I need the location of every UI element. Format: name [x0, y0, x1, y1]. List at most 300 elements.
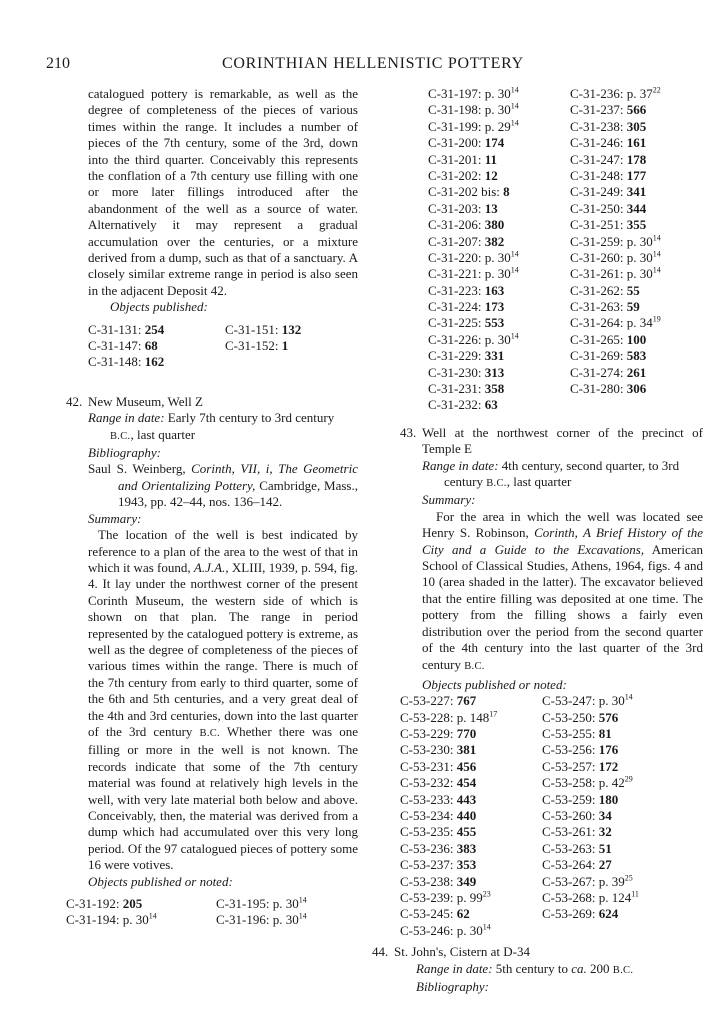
catalogue-ref: 624	[598, 906, 619, 922]
catalogue-ref: 443	[456, 791, 477, 807]
catalogue-ref: 11	[484, 151, 497, 167]
catalogue-ref: 51	[598, 840, 612, 856]
catalogue-id: C-31-280:	[570, 381, 624, 397]
catalogue-id: C-53-232:	[400, 775, 454, 791]
bib-tail: Cambridge, Mass., 1943, pp. 42–44, nos. 136–142.	[118, 477, 358, 510]
catalogue-ref: 313	[484, 364, 505, 380]
catalogue-id: C-53-258:	[542, 775, 596, 791]
catalogue-id: C-31-265:	[570, 331, 624, 347]
catalogue-ref: p. 39	[598, 873, 625, 889]
bibliography-entry	[78, 461, 358, 510]
catalogue-ref: 176	[598, 742, 619, 758]
catalogue-entry	[428, 283, 570, 299]
footnote-ref: 22	[652, 85, 661, 95]
catalogue-ref: 261	[626, 364, 647, 380]
catalogue-ref: 770	[456, 726, 477, 742]
catalogue-entry	[400, 841, 542, 857]
catalogue-ref: 32	[598, 824, 612, 840]
catalogue-entry	[428, 152, 570, 168]
catalogue-id: C-31-229:	[428, 348, 482, 364]
catalogue-entry	[428, 365, 570, 381]
catalogue-id: C-31-249:	[570, 184, 624, 200]
catalogue-ref: 1	[281, 338, 289, 354]
intro-paragraph: catalogued pottery is remarkable, as well as the degree of completeness of the pieces of various times within the range. It includes a number of pieces of the 7th century, some of the 3rd, down into the third quarter. Conceivably this represents the conflation of a 7th century use filling with one or more later fillings introduced after the abandonment of the well as a source of water. Alternatively it may represent a gradual accumulation over the centuries, or a mixture derived from a dump, such as that of a sanctuary. A closely similar extreme range in period is also seen in the adjacent Deposit 42.	[88, 86, 358, 298]
summary-text-2: American School of Classical Studies, Athens, 1964, figs. 4 and 10 (area shaded in the latter). The excavator believed that the entire filling was deposited at one time. The pottery from the filling shows a fairly even distribution over the period from the second quarter of the 4th century into the last quarter of the 3rd century	[422, 541, 703, 672]
catalogue-id: C-53-229:	[400, 726, 454, 742]
catalogue-entry	[542, 857, 682, 873]
catalogue-entry	[428, 102, 570, 118]
catalogue-entry	[66, 896, 216, 912]
catalogue-ref: 380	[484, 217, 505, 233]
catalogue-id: C-31-263:	[570, 299, 624, 315]
catalogue-id: C-31-262:	[570, 282, 624, 298]
footnote-ref: 14	[624, 692, 633, 702]
bibliography-label: Bibliography:	[88, 445, 161, 461]
footnote-ref: 14	[298, 895, 307, 905]
catalogue-ref: 172	[598, 758, 619, 774]
catalogue-entry	[428, 348, 570, 364]
catalogue-entry	[400, 693, 542, 709]
catalogue-entry	[570, 86, 710, 102]
catalogue-id: C-31-198:	[428, 102, 482, 118]
footnote-ref: 11	[631, 889, 639, 899]
section-number: 43.	[400, 424, 417, 440]
catalogue-ref: p. 30	[272, 896, 299, 912]
bib-author: Saul S. Weinberg,	[88, 461, 186, 477]
catalogue-ref: 355	[626, 217, 647, 233]
catalogue-entry	[66, 912, 216, 928]
catalogue-entry	[428, 201, 570, 217]
catalogue-ref: p. 30	[626, 249, 653, 265]
catalogue-entry	[400, 857, 542, 873]
catalogue-id: C-53-235:	[400, 824, 454, 840]
catalogue-id: C-31-230:	[428, 364, 482, 380]
catalogue-entry	[400, 775, 542, 791]
catalogue-id: C-31-223:	[428, 282, 482, 298]
catalogue-id: C-31-251:	[570, 217, 624, 233]
catalogue-entry	[400, 874, 542, 890]
catalogue-id: C-31-259:	[570, 233, 624, 249]
catalogue-id: C-53-239:	[400, 890, 454, 905]
catalogue-entry	[542, 775, 682, 791]
objects-label: Objects published or noted:	[422, 676, 567, 692]
catalogue-entry	[570, 315, 710, 331]
catalogue-id: C-53-245:	[400, 906, 454, 922]
objects-list	[400, 693, 703, 939]
catalogue-id: C-31-197:	[428, 86, 482, 101]
catalogue-id: C-31-269:	[570, 348, 624, 364]
range-in-date	[422, 458, 703, 493]
catalogue-id: C-31-131:	[88, 321, 142, 337]
catalogue-ref: 55	[626, 282, 640, 298]
catalogue-entry	[88, 322, 225, 338]
range-era: B.C.	[612, 964, 634, 976]
catalogue-entry	[542, 759, 682, 775]
catalogue-id: C-31-248:	[570, 167, 624, 183]
catalogue-ref: 454	[456, 775, 477, 791]
catalogue-entry	[400, 808, 542, 824]
catalogue-entry	[570, 119, 710, 135]
summary-label: Summary:	[422, 492, 476, 508]
left-column	[66, 86, 358, 929]
catalogue-entry	[400, 710, 542, 726]
catalogue-id: C-53-246:	[400, 922, 454, 938]
catalogue-ref: p. 37	[626, 86, 653, 101]
catalogue-ref: p. 42	[598, 775, 625, 791]
catalogue-entry	[216, 896, 358, 912]
footnote-ref: 14	[148, 912, 157, 922]
catalogue-entry	[428, 135, 570, 151]
catalogue-id: C-31-226:	[428, 331, 482, 347]
catalogue-entry	[570, 217, 710, 233]
summary-paragraph	[88, 527, 358, 874]
catalogue-id: C-31-238:	[570, 118, 624, 134]
catalogue-entry	[570, 168, 710, 184]
catalogue-ref: 383	[456, 840, 477, 856]
catalogue-id: C-53-247:	[542, 693, 596, 709]
footnote-ref: 14	[298, 912, 307, 922]
section-43	[400, 424, 704, 939]
summary-text-2: XLIII, 1939, p. 594, fig. 4. It lay under the northwest corner of the present Corinth Museum, the western side of which is shown on that plan. The range in period represented by the catalogued pottery is extreme, as well as the degree of completeness of the pieces of various times within the range. There is much of the 7th century from early to third quarter, some of the 6th and 5th centuries, and a very great deal of the 4th and 3rd centuries, down into the last quarter of the 3rd century	[88, 559, 358, 739]
catalogue-ref: 349	[456, 873, 477, 889]
catalogue-entry	[542, 808, 682, 824]
catalogue-ref: p. 148	[456, 709, 490, 725]
catalogue-id: C-31-264:	[570, 315, 624, 331]
catalogue-ref: 344	[626, 200, 647, 216]
catalogue-id: C-31-148:	[88, 354, 142, 370]
catalogue-entry	[570, 348, 710, 364]
catalogue-ref: 205	[122, 896, 143, 912]
catalogue-ref: p. 30	[484, 249, 511, 265]
catalogue-ref: 180	[598, 791, 619, 807]
catalogue-id: C-31-196:	[216, 912, 270, 928]
catalogue-id: C-31-236:	[570, 86, 624, 101]
footnote-ref: 14	[510, 102, 519, 112]
catalogue-ref: p. 30	[598, 693, 625, 709]
catalogue-id: C-31-200:	[428, 135, 482, 151]
catalogue-id: C-53-230:	[400, 742, 454, 758]
catalogue-ref: 63	[484, 397, 498, 413]
footnote-ref: 14	[510, 249, 519, 259]
catalogue-entry	[400, 726, 542, 742]
catalogue-id: C-53-237:	[400, 857, 454, 873]
catalogue-entry	[542, 693, 682, 709]
summary-era: B.C.	[464, 660, 485, 672]
catalogue-id: C-53-264:	[542, 857, 596, 873]
range-label: Range in date:	[422, 457, 499, 473]
objects-list	[66, 896, 358, 929]
range-era: B.C.	[486, 478, 507, 490]
summary-label: Summary:	[88, 510, 142, 526]
footnote-ref: 14	[510, 85, 519, 95]
catalogue-id: C-53-261:	[542, 824, 596, 840]
catalogue-id: C-31-237:	[570, 102, 624, 118]
catalogue-entry	[570, 381, 710, 397]
catalogue-entry	[428, 86, 570, 102]
catalogue-ref: p. 30	[484, 102, 511, 118]
catalogue-entry	[428, 266, 570, 282]
objects-label: Objects published:	[110, 299, 208, 315]
catalogue-entry	[570, 234, 710, 250]
catalogue-id: C-53-236:	[400, 840, 454, 856]
catalogue-id: C-53-263:	[542, 840, 596, 856]
catalogue-entry	[400, 824, 542, 840]
catalogue-id: C-53-260:	[542, 808, 596, 824]
running-header	[46, 56, 686, 80]
catalogue-id: C-53-267:	[542, 873, 596, 889]
bibliography-label: Bibliography:	[416, 978, 489, 994]
summary-text-1: For the area in which the well was located see Henry S. Robinson,	[422, 508, 703, 541]
catalogue-id: C-53-233:	[400, 791, 454, 807]
catalogue-id: C-31-199:	[428, 118, 482, 134]
catalogue-entry	[428, 332, 570, 348]
footnote-ref: 14	[652, 265, 661, 275]
catalogue-entry	[542, 742, 682, 758]
catalogue-entry	[570, 299, 710, 315]
catalogue-entry	[570, 201, 710, 217]
catalogue-id: C-31-202:	[428, 167, 482, 183]
range-era: B.C.	[110, 430, 131, 442]
catalogue-ref: 173	[484, 299, 505, 315]
catalogue-ref: 178	[626, 151, 647, 167]
catalogue-entry	[542, 841, 682, 857]
catalogue-ref: 62	[456, 906, 470, 922]
range-text: Early 7th century to 3rd century	[167, 410, 335, 426]
catalogue-entry	[570, 152, 710, 168]
footnote-ref: 19	[652, 315, 661, 325]
catalogue-entry	[428, 299, 570, 315]
catalogue-entry	[88, 338, 225, 354]
range-tail: , last quarter	[506, 474, 572, 490]
catalogue-id: C-31-220:	[428, 249, 482, 265]
objects-list-continued	[428, 86, 703, 414]
catalogue-entry	[570, 365, 710, 381]
catalogue-ref: 455	[456, 824, 477, 840]
catalogue-ref: 81	[598, 726, 612, 742]
catalogue-ref: p. 29	[484, 118, 511, 134]
catalogue-id: C-53-250:	[542, 709, 596, 725]
catalogue-ref: 254	[144, 321, 165, 337]
catalogue-ref: 174	[484, 135, 505, 151]
catalogue-entry	[428, 184, 570, 200]
catalogue-id: C-53-268:	[542, 890, 596, 905]
catalogue-entry	[570, 135, 710, 151]
footnote-ref: 17	[489, 709, 498, 719]
objects-label: Objects published or noted:	[88, 873, 233, 889]
catalogue-id: C-31-151:	[225, 321, 279, 337]
catalogue-entry	[400, 759, 542, 775]
section-number: 42.	[66, 393, 83, 409]
catalogue-entry	[542, 890, 682, 906]
range-in-date	[394, 961, 703, 979]
summary-text-3: Whether there was one filling or more in the well is not known. The records indicate that some of the 7th century material was found at relatively high levels in the well, with very late material both below and above. Conceivably, then, the material was derived from a dump which had accumulated over this very long period. Of the 97 catalogued pieces of pottery some 16 were votives.	[88, 723, 358, 873]
catalogue-ref: 576	[598, 709, 619, 725]
footnote-ref: 14	[510, 265, 519, 275]
footnote-ref: 14	[652, 249, 661, 259]
catalogue-ref: p. 30	[626, 266, 653, 282]
catalogue-entry	[542, 874, 682, 890]
catalogue-ref: 583	[626, 348, 647, 364]
catalogue-id: C-31-232:	[428, 397, 482, 413]
range-year: 200	[590, 960, 610, 976]
catalogue-id: C-31-202 bis:	[428, 184, 500, 200]
catalogue-entry	[428, 397, 570, 413]
section-number: 44.	[372, 944, 389, 960]
catalogue-entry	[88, 354, 225, 370]
catalogue-entry	[428, 234, 570, 250]
section-title: St. John's, Cistern at D-34	[394, 944, 530, 960]
catalogue-ref: p. 30	[484, 266, 511, 282]
catalogue-entry	[570, 266, 710, 282]
catalogue-id: C-53-228:	[400, 709, 454, 725]
range-in-date	[66, 410, 358, 445]
catalogue-ref: p. 30	[484, 331, 511, 347]
footnote-ref: 23	[482, 889, 491, 899]
catalogue-id: C-53-255:	[542, 726, 596, 742]
catalogue-id: C-31-224:	[428, 299, 482, 315]
catalogue-ref: p. 30	[122, 912, 149, 928]
running-title: CORINTHIAN HELLENISTIC POTTERY	[222, 55, 524, 72]
catalogue-ref: p. 30	[456, 922, 483, 938]
catalogue-entry	[542, 824, 682, 840]
catalogue-id: C-31-260:	[570, 249, 624, 265]
catalogue-ref: 34	[598, 808, 612, 824]
right-column	[372, 85, 704, 995]
catalogue-ref: 358	[484, 381, 505, 397]
catalogue-id: C-31-246:	[570, 135, 624, 151]
catalogue-ref: 68	[144, 338, 158, 354]
range-label: Range in date:	[416, 960, 493, 976]
catalogue-entry	[400, 890, 542, 906]
catalogue-entry	[400, 906, 542, 922]
section-44	[372, 944, 703, 995]
catalogue-id: C-53-259:	[542, 791, 596, 807]
bib-title: Corinth, VII, i, The Geometric and Orientalizing Pottery,	[118, 461, 358, 493]
catalogue-id: C-53-256:	[542, 742, 596, 758]
catalogue-ref: 440	[456, 808, 477, 824]
section-42	[66, 393, 358, 929]
catalogue-ref: p. 30	[272, 912, 299, 928]
catalogue-ref: p. 124	[598, 890, 632, 905]
catalogue-id: C-31-206:	[428, 217, 482, 233]
catalogue-id: C-31-231:	[428, 381, 482, 397]
range-text: 5th century to	[495, 960, 569, 976]
catalogue-id: C-31-201:	[428, 151, 482, 167]
catalogue-ref: p. 99	[456, 890, 483, 905]
catalogue-entry	[428, 250, 570, 266]
section-title: Well at the northwest corner of the precinct of Temple E	[422, 424, 703, 457]
catalogue-id: C-31-261:	[570, 266, 624, 282]
catalogue-id: C-53-238:	[400, 873, 454, 889]
catalogue-ref: 132	[281, 321, 302, 337]
catalogue-ref: 382	[484, 233, 505, 249]
catalogue-entry	[542, 710, 682, 726]
catalogue-ref: 27	[598, 857, 612, 873]
catalogue-ref: 163	[484, 282, 505, 298]
summary-paragraph	[422, 509, 703, 675]
catalogue-ref: p. 34	[626, 315, 653, 331]
catalogue-entry	[542, 906, 682, 922]
catalogue-entry	[428, 119, 570, 135]
catalogue-id: C-31-250:	[570, 200, 624, 216]
catalogue-entry	[570, 332, 710, 348]
catalogue-ref: 553	[484, 315, 505, 331]
catalogue-id: C-53-234:	[400, 808, 454, 824]
catalogue-ref: 305	[626, 118, 647, 134]
catalogue-ref: 161	[626, 135, 647, 151]
catalogue-id: C-31-221:	[428, 266, 482, 282]
range-label: Range in date:	[88, 410, 165, 426]
summary-text-1: The location of the well is best indicated by reference to a plan of the area to the west of that in which it was found,	[88, 527, 358, 575]
catalogue-ref: 100	[626, 331, 647, 347]
catalogue-entry	[400, 742, 542, 758]
footnote-ref: 25	[624, 873, 633, 883]
catalogue-ref: 456	[456, 758, 477, 774]
catalogue-entry	[428, 315, 570, 331]
catalogue-entry	[570, 250, 710, 266]
catalogue-ref: 566	[626, 102, 647, 118]
summary-title: Corinth, A Brief History of the City and a Guide to the Excavations,	[422, 525, 704, 557]
catalogue-ref: 177	[626, 167, 647, 183]
summary-era: B.C.	[199, 727, 220, 739]
catalogue-ref: 331	[484, 348, 505, 364]
catalogue-id: C-53-231:	[400, 758, 454, 774]
catalogue-id: C-31-147:	[88, 338, 142, 354]
catalogue-entry	[428, 381, 570, 397]
catalogue-ref: 353	[456, 857, 477, 873]
catalogue-entry	[570, 184, 710, 200]
range-text: 4th century, second quarter, to 3rd century	[444, 457, 680, 490]
catalogue-entry	[570, 102, 710, 118]
page-number: 210	[46, 55, 70, 72]
catalogue-entry	[400, 923, 542, 939]
catalogue-id: C-31-274:	[570, 364, 624, 380]
catalogue-entry	[225, 322, 358, 338]
catalogue-id: C-31-203:	[428, 200, 482, 216]
catalogue-id: C-53-257:	[542, 758, 596, 774]
range-tail: , last quarter	[130, 426, 196, 442]
catalogue-id: C-53-269:	[542, 906, 596, 922]
footnote-ref: 14	[652, 233, 661, 243]
catalogue-ref: p. 30	[626, 233, 653, 249]
catalogue-id: C-31-207:	[428, 233, 482, 249]
footnote-ref: 29	[624, 774, 633, 784]
catalogue-ref: 59	[626, 299, 640, 315]
catalogue-ref: 767	[456, 693, 477, 709]
catalogue-ref: 12	[484, 167, 498, 183]
objects-list	[88, 322, 358, 371]
footnote-ref: 14	[510, 118, 519, 128]
summary-journal: A.J.A.,	[193, 559, 229, 575]
catalogue-entry	[428, 217, 570, 233]
catalogue-id: C-31-192:	[66, 896, 120, 912]
footnote-ref: 14	[482, 922, 491, 932]
section-title: New Museum, Well Z	[88, 393, 203, 409]
catalogue-entry	[400, 792, 542, 808]
catalogue-id: C-31-195:	[216, 896, 270, 912]
catalogue-ref: 8	[503, 184, 510, 200]
catalogue-id: C-53-227:	[400, 693, 454, 709]
catalogue-ref: 162	[144, 354, 165, 370]
catalogue-entry	[542, 792, 682, 808]
catalogue-entry	[225, 338, 358, 354]
range-ca: ca.	[571, 960, 587, 976]
catalogue-ref: 341	[626, 184, 647, 200]
catalogue-id: C-31-225:	[428, 315, 482, 331]
catalogue-ref: 13	[484, 200, 498, 216]
catalogue-id: C-31-152:	[225, 338, 279, 354]
footnote-ref: 14	[510, 331, 519, 341]
